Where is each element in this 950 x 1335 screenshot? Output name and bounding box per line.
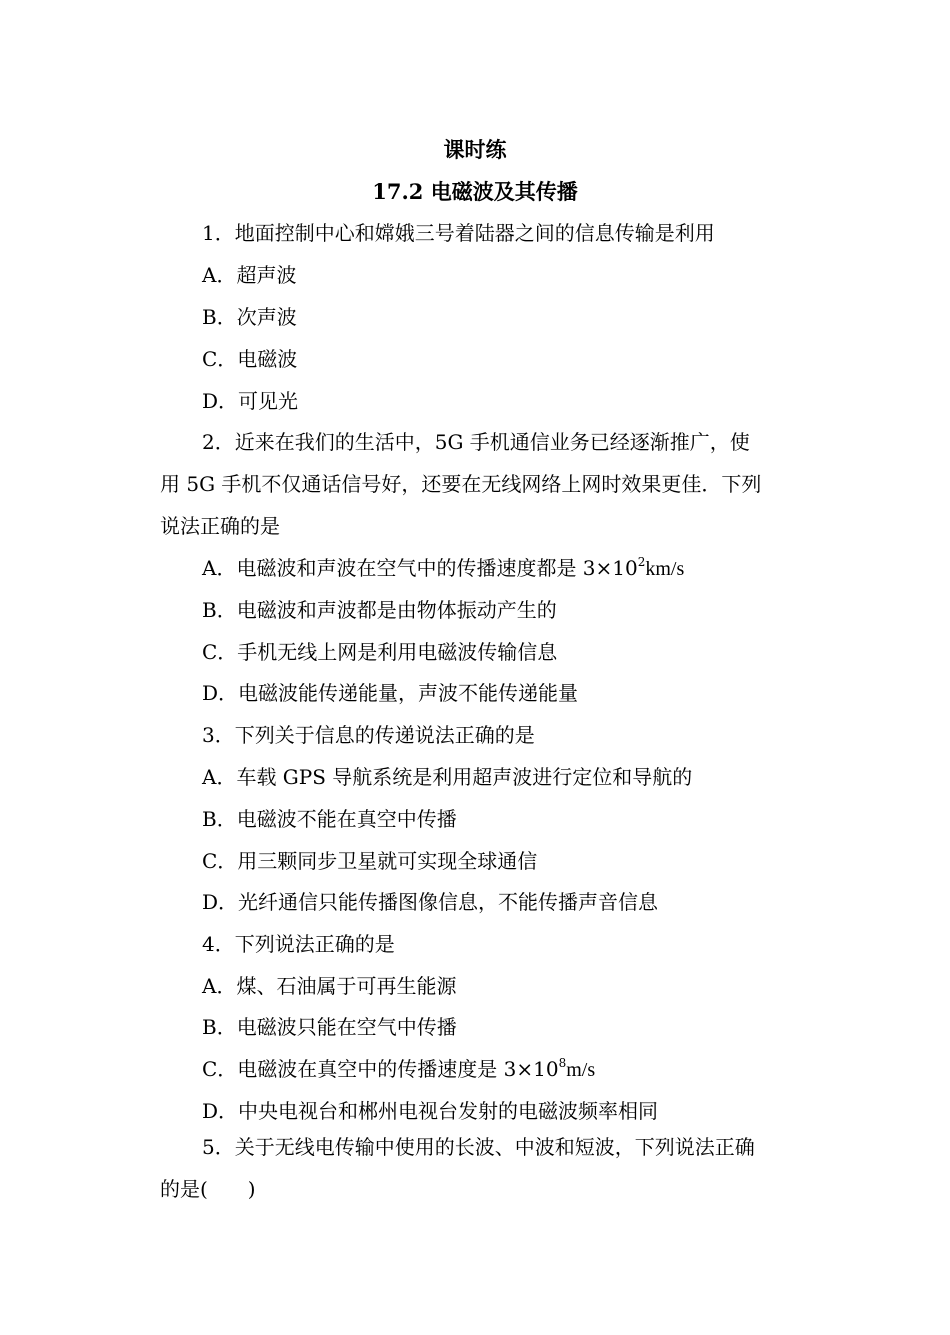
question-4-option-d: D．中央电视台和郴州电视台发射的电磁波频率相同 bbox=[202, 1099, 659, 1123]
question-2-option-d: D．电磁波能传递能量，声波不能传递能量 bbox=[202, 681, 579, 705]
question-2-option-a-text: A．电磁波和声波在空气中的传播速度都是 3×10 bbox=[202, 556, 638, 580]
question-1-stem: 1．地面控制中心和嫦娥三号着陆器之间的信息传输是利用 bbox=[202, 221, 715, 245]
question-3-stem: 3．下列关于信息的传递说法正确的是 bbox=[202, 723, 535, 747]
question-2-stem-line-1: 2．近来在我们的生活中，5G 手机通信业务已经逐渐推广，使 bbox=[202, 430, 750, 454]
question-4-option-c-unit: m/s bbox=[566, 1059, 596, 1081]
question-2-stem-line-3: 说法正确的是 bbox=[160, 514, 280, 538]
question-5-stem-line-1: 5．关于无线电传输中使用的长波、中波和短波，下列说法正确 bbox=[202, 1135, 755, 1159]
question-4-option-c-text: C．电磁波在真空中的传播速度是 3×10 bbox=[202, 1057, 559, 1081]
question-2-option-c: C．手机无线上网是利用电磁波传输信息 bbox=[202, 640, 558, 664]
question-5-stem-line-2: 的是( ) bbox=[160, 1177, 256, 1201]
question-3-option-c: C．用三颗同步卫星就可实现全球通信 bbox=[202, 849, 538, 873]
question-3-option-d: D．光纤通信只能传播图像信息，不能传播声音信息 bbox=[202, 890, 659, 914]
question-4-option-c bbox=[202, 1055, 595, 1084]
question-3-option-b: B．电磁波不能在真空中传播 bbox=[202, 807, 457, 831]
section-title: 17.2 电磁波及其传播 bbox=[372, 179, 578, 204]
question-1-option-d: D．可见光 bbox=[202, 389, 299, 413]
question-1-option-a: A．超声波 bbox=[202, 263, 297, 287]
question-2-option-a-unit: km/s bbox=[645, 558, 685, 580]
question-4-stem: 4．下列说法正确的是 bbox=[202, 932, 395, 956]
question-2-option-a bbox=[202, 554, 684, 583]
question-4-option-c-exponent: 8 bbox=[558, 1056, 567, 1070]
page-title: 课时练 bbox=[443, 137, 507, 162]
question-1-option-b: B．次声波 bbox=[202, 305, 297, 329]
question-2-option-a-exponent: 2 bbox=[637, 555, 646, 569]
question-2-stem-line-2: 用 5G 手机不仅通话信号好，还要在无线网络上网时效果更佳．下列 bbox=[160, 472, 762, 496]
question-3-option-a: A．车载 GPS 导航系统是利用超声波进行定位和导航的 bbox=[202, 765, 693, 789]
question-4-option-b: B．电磁波只能在空气中传播 bbox=[202, 1015, 457, 1039]
question-4-option-a: A．煤、石油属于可再生能源 bbox=[202, 974, 457, 998]
question-1-option-c: C．电磁波 bbox=[202, 347, 298, 371]
question-2-option-b: B．电磁波和声波都是由物体振动产生的 bbox=[202, 598, 557, 622]
